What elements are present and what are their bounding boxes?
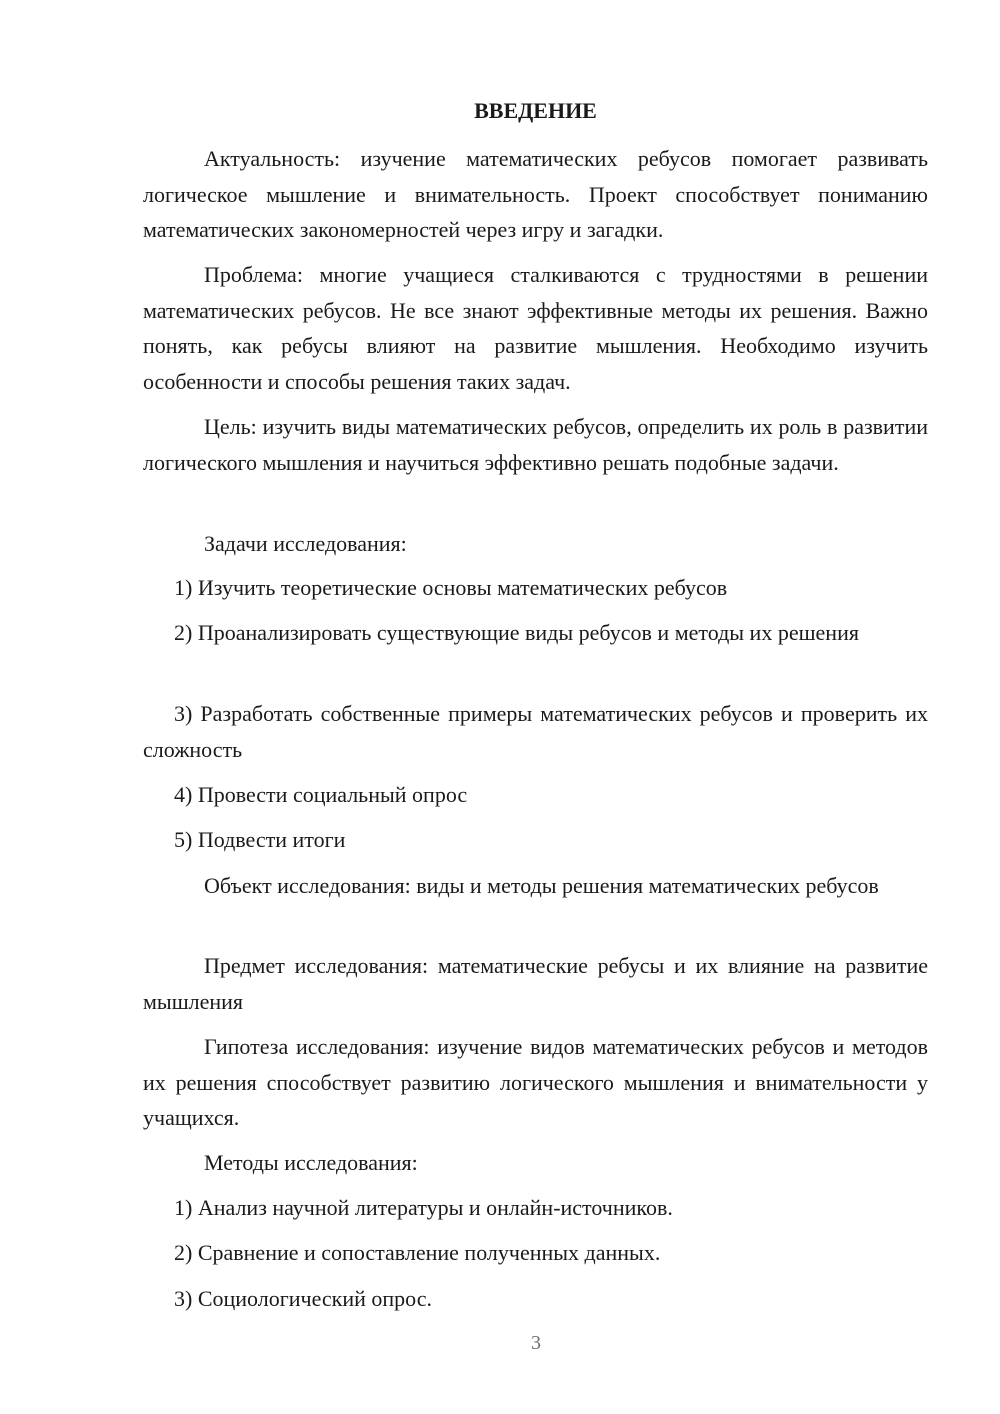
list-item-task-4: 4) Провести социальный опрос [174,782,468,807]
list-item-task-1: 1) Изучить теоретические основы математических ребусов [174,575,728,600]
list-item-method-3: 3) Социологический опрос. [174,1286,432,1311]
list-item-task-2: 2) Проанализировать существующие виды ребусов и методы их решения [174,620,859,645]
tasks-heading: Задачи исследования: [204,531,407,556]
paragraph-problem: Проблема: многие учащиеся сталкиваются с трудностями в решении математических ребусов. Не все знают эффективные методы их решения. Важно понять, как ребусы влияют на развитие мышления. Необходимо изучить особенности и способы решения таких задач. [143,262,928,394]
paragraph-hypothesis: Гипотеза исследования: изучение видов математических ребусов и методов их решения способствует развитию логического мышления и внимательности у учащихся. [143,1034,928,1130]
list-item-method-2: 2) Сравнение и сопоставление полученных данных. [174,1240,661,1265]
list-item-method-1: 1) Анализ научной литературы и онлайн-источников. [174,1195,673,1220]
methods-heading: Методы исследования: [204,1150,418,1175]
paragraph-subject: Предмет исследования: математические ребусы и их влияние на развитие мышления [143,953,928,1014]
list-item-task-5: 5) Подвести итоги [174,827,346,852]
paragraph-object: Объект исследования: виды и методы решения математических ребусов [204,873,879,898]
paragraph-actuality: Актуальность: изучение математических ребусов помогает развивать логическое мышление и внимательность. Проект способствует пониманию математических закономерностей через игру и загадки. [143,146,928,242]
page-number: 3 [531,1332,541,1354]
page-title: ВВЕДЕНИЕ [474,98,597,123]
paragraph-goal: Цель: изучить виды математических ребусов, определить их роль в развитии логического мышления и научиться эффективно решать подобные задачи. [143,414,928,475]
list-item-task-3: 3) Разработать собственные примеры математических ребусов и проверить их сложность [143,701,928,762]
